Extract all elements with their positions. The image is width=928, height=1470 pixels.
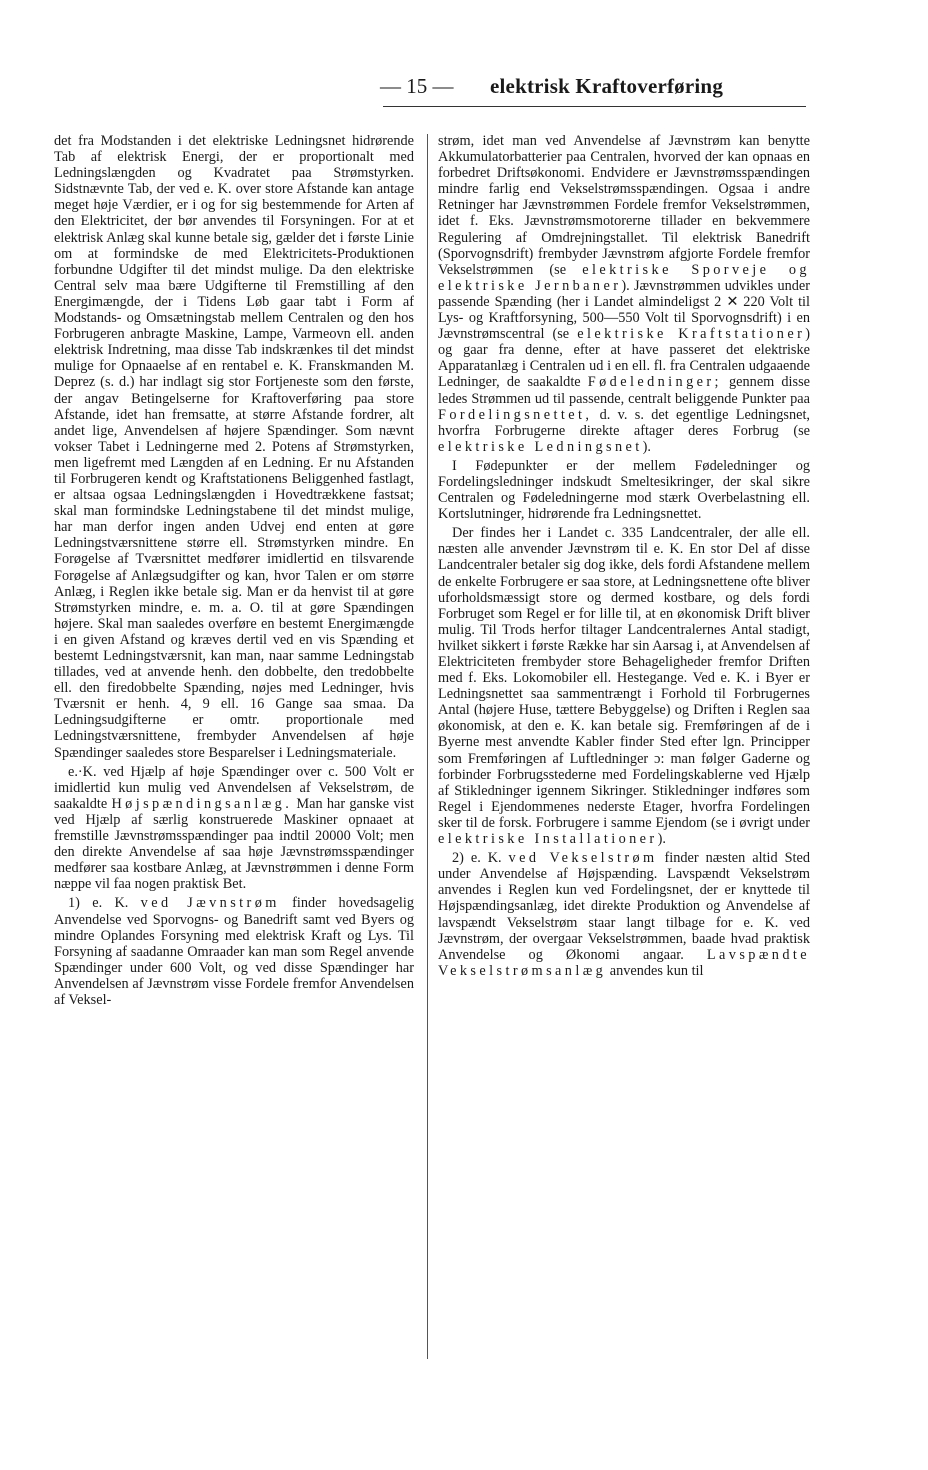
paragraph xyxy=(54,895,414,1008)
left-column xyxy=(54,133,414,1011)
paragraph-text: ) og gaar fra denne, efter at have passeret det elektriske Apparatanlæg i Centralen ud i en ell. fl. fra Centralen udgaaende Ledninger, de saakaldte xyxy=(438,326,810,391)
right-column xyxy=(438,133,810,982)
emphasized-term: ved Vekselstrøm xyxy=(508,850,658,867)
paragraph-text: d. v. s. det egentlige Ledningsnet, hvorfra Forbrugerne direkte aftager deres Forbrug (se xyxy=(438,406,810,439)
emphasized-term: elektriske Kraftstationer xyxy=(577,326,806,343)
paragraph-text: strøm, idet man ved Anvendelse af Jævnstrøm kan benytte Akkumulatorbatterier paa Centralen, hvorved der kan opnaas en forbedret Driftsøkonomi. Endvidere er Jævnstrømsspændingen mindre farlig end Vekselstrømsspændingen. Ogsaa i andre Retninger har Jævnstrømmen Fordele fremfor Vekselstrømmen, idet f. Eks. Jævnstrømsmotorerne tillader en bekvemmere Regulering af Omdrejningstallet. Til elektrisk Banedrift (Sporvognsdrift) frembyder Jævnstrøm afgjorte Fordele fremfor Vekselstrømmen (se xyxy=(438,133,810,278)
emphasized-term: elektriske Installationer xyxy=(438,831,658,848)
emphasized-term: Fordelingsnettet, xyxy=(438,406,593,423)
column-divider xyxy=(427,134,428,1359)
paragraph xyxy=(438,525,810,847)
paragraph-text: I Fødepunkter er der mellem Fødeledninger og Fordelingsledninger indskudt Smeltesikringer, der skal sikre Centralen og Fødeledningerne mod stærk Overbelastning ell. Kortslutninger, hidrørende fra Ledningsnettet. xyxy=(438,457,810,523)
emphasized-term: Lavspændte Vekselstrømsanlæg xyxy=(438,946,810,979)
paragraph-text: Der findes her i Landet c. 335 Landcentraler, der alle ell. næsten alle anvender Jævnstrøm til e. K. En stor Del af disse Landcentraler betaler sig dog ikke, dels fordi Afstandene mellem de enkelte Forbrugere er saa store, at Ledningsnettene ofte bliver uforholdsmæssigt store og dermed kostbare, og dels fordi Forbruget som Regel er for lille til, at en økonomisk Drift bliver mulig. Til Trods herfor tiltager Landcentralernes Antal stadigt, hvilket sikkert i første Række har sin Aarsag i, at Anvendelsen af Elektriciteten frembyder store Behageligheder fremfor Driften med f. Eks. Lokomobiler ell. Hestegange. Ved e. K. i Byer er Ledningsnettet saa sammentrængt i Forhold til Forbrugernes Antal (højere Huse, tættere Bebyggelse) og Driften i Reglen saa økonomisk, at den e. K. kan betale sig. Fremføringen af de i Byerne mest anvendte Kabler finder Sted efter lgn. Principper som Fremføringen af Luftledninger ɔ: man følger Gaderne og forbinder Forbrugsstederne med Fordelingskablerne ved Hjælp af Stikledninger igennem Sikringer. Stikledninger indføres som Regel i Ejendommenes nederste Etager, hvorfra Fordelingen sker til de forsk. Forbrugere i samme Ejendom (se i øvrigt under xyxy=(438,525,810,831)
page-header xyxy=(380,74,810,106)
paragraph xyxy=(438,458,810,522)
paragraph-text: det fra Modstanden i det elektriske Ledningsnet hidrørende Tab af elektrisk Energi, der er proportionalt med Ledningslængden og Kvadratet paa Strømstyrken. Sidstnævnte Tab, der ved e. K. over store Afstande kan antage meget høje Værdier, er i og for sig bestemmende for Arten af den Elektricitet, der bør anvendes til Forsyningen. For at et elektrisk Anlæg skal kunne betale sig, gælder det i første Linie om at formindske de med Elektricitets-Produktionen forbundne Udgifter til det mindst mulige. Da den elektriske Central selv maa bære Udgifterne til Fremstilling af den Energimængde, der i Tidens Løb gaar tabt i Form af Modstands- og Omsætningstab mellem Centralen og den hos Forbrugeren anbragte Maskine, Lampe, Varmeovn ell. anden elektrisk Indretning, maa disse Tab indskrænkes til det mindst mulige for Opnaaelse af en rentabel e. K. Franskmanden M. Deprez (s. d.) har indlagt sig stor Fortjeneste som den første, der angav Betingelserne for Kraftoverføring paa store Afstande, idet han fremsatte, at større Afstande fordrer, alt andet lige, Anvendelsen af højere Spændinger. Som nævnt vokser Tabet i Ledningerne med 2. Potens af Strømstyrken, men ligefremt med Længden af en Ledning. Er nu Afstanden til Forbrugeren kendt og Kraftstationens Beliggenhed fastlagt, er altsaa ogsaa Ledningslængden i Hovedtrækkene fastsat; skal man formindske Ledningstabene til det mindst mulige, har man derfor ingen anden Udvej end enten at gøre Ledningstværsnittene større ell. Strømstyrken mindre. En Forøgelse af Tværsnittet medfører imidlertid en tilsvarende Forøgelse af Anlægsudgifter og kan, hvor Talen er om større Anlæg, i Reglen ikke betale sig. Man er da henvist til at gøre Strømstyrken mindre, e. m. a. O. til at gøre Spændingen højere. Skal man saaledes overføre en bestemt Energimængde i en given Afstand og kræves dertil ved en vis Spænding et bestemt Ledningstværsnit, kan man, naar samme Ledningstab tillades, ved at anvende henh. den dobbelte, den tredobbelte ell. den firedobbelte Spænding, nøjes med Ledninger, hvis Tværsnit er henh. 4, 9 ell. 16 Gange saa smaa. Da Ledningsudgifterne er omtr. proportionale med Ledningstværsnittene, frembyder Anvendelsen af høje Spændinger saaledes store Besparelser i Ledningsmateriale. xyxy=(54,133,414,761)
emphasized-term: ved Jævnstrøm xyxy=(140,895,280,912)
page-number: — 15 — xyxy=(380,74,454,98)
paragraph-text: gennem disse ledes Strømmen ud til passende, centralt beliggende Punkter paa xyxy=(438,374,810,407)
emphasized-term: Højspændingsanlæg. xyxy=(111,795,293,812)
paragraph-text: 2) e. K. xyxy=(452,850,509,867)
paragraph-text: Man har ganske vist ved Hjælp af særlig konstruerede Maskiner opnaaet at fremstille Jævnstrømsspændinger paa indtil 20000 Volt; men den direkte Anvendelse af saa høje Jævnstrømsspændinger medfører saa kostbare Anlæg, at Jævnstrømmen i denne Form næppe vil faa nogen praktisk Bet. xyxy=(54,795,414,893)
paragraph-text: ). xyxy=(657,831,666,848)
paragraph xyxy=(54,133,414,761)
paragraph-text: anvendes kun til xyxy=(606,962,704,979)
paragraph-text: finder næsten altid Sted under Anvendelse af Højspænding. Lavspændt Vekselstrøm anvendes i Reglen kun ved Fordelingsnet, der er knyttede til Højspændingsanlæg, idet direkte Produktion og Anvendelse af lavspændt Vekselstrøm staar langt tilbage for e. K. ved Jævnstrøm, der overgaar Vekselstrømmen, baade hvad praktisk Anvendelse og Økonomi angaar. xyxy=(438,850,810,963)
emphasized-term: elektriske Ledningsnet xyxy=(438,438,643,455)
paragraph-text: ). xyxy=(642,438,651,455)
running-title: elektrisk Kraftoverføring xyxy=(490,74,724,98)
paragraph xyxy=(54,764,414,893)
emphasized-term: Fødeledninger; xyxy=(587,374,722,391)
paragraph xyxy=(438,133,810,455)
emphasized-term: elektriske Sporveje og elektriske Jernbaner xyxy=(438,261,810,294)
header-rule xyxy=(383,106,806,107)
paragraph xyxy=(438,850,810,979)
paragraph-text: e.·K. ved Hjælp af høje Spændinger over c. 500 Volt er imidlertid kun mulig ved Anvendelsen af Vekselstrøm, de saakaldte xyxy=(54,763,414,812)
paragraph-text: ). Jævnstrømmen udvikles under passende Spænding (her i Landet almindeligst 2 ✕ 220 Volt til Lys- og Kraftforsyning, 500—550 Volt til Sporvognsdrift) i en Jævnstrømscentral (se xyxy=(438,277,811,343)
paragraph-text: finder hovedsagelig Anvendelse ved Sporvogns- og Banedrift samt ved Byers og mindre Oplandes Forsyning med elektrisk Kraft og Lys. Til Forsyning af saadanne Omraader kan man som Regel anvende Spændinger under 600 Volt, og ved disse Spændinger har Anvendelsen af Jævnstrøm visse Fordele fremfor Anvendelsen af Veksel- xyxy=(54,895,414,1008)
paragraph-text: 1) e. K. xyxy=(68,895,141,912)
